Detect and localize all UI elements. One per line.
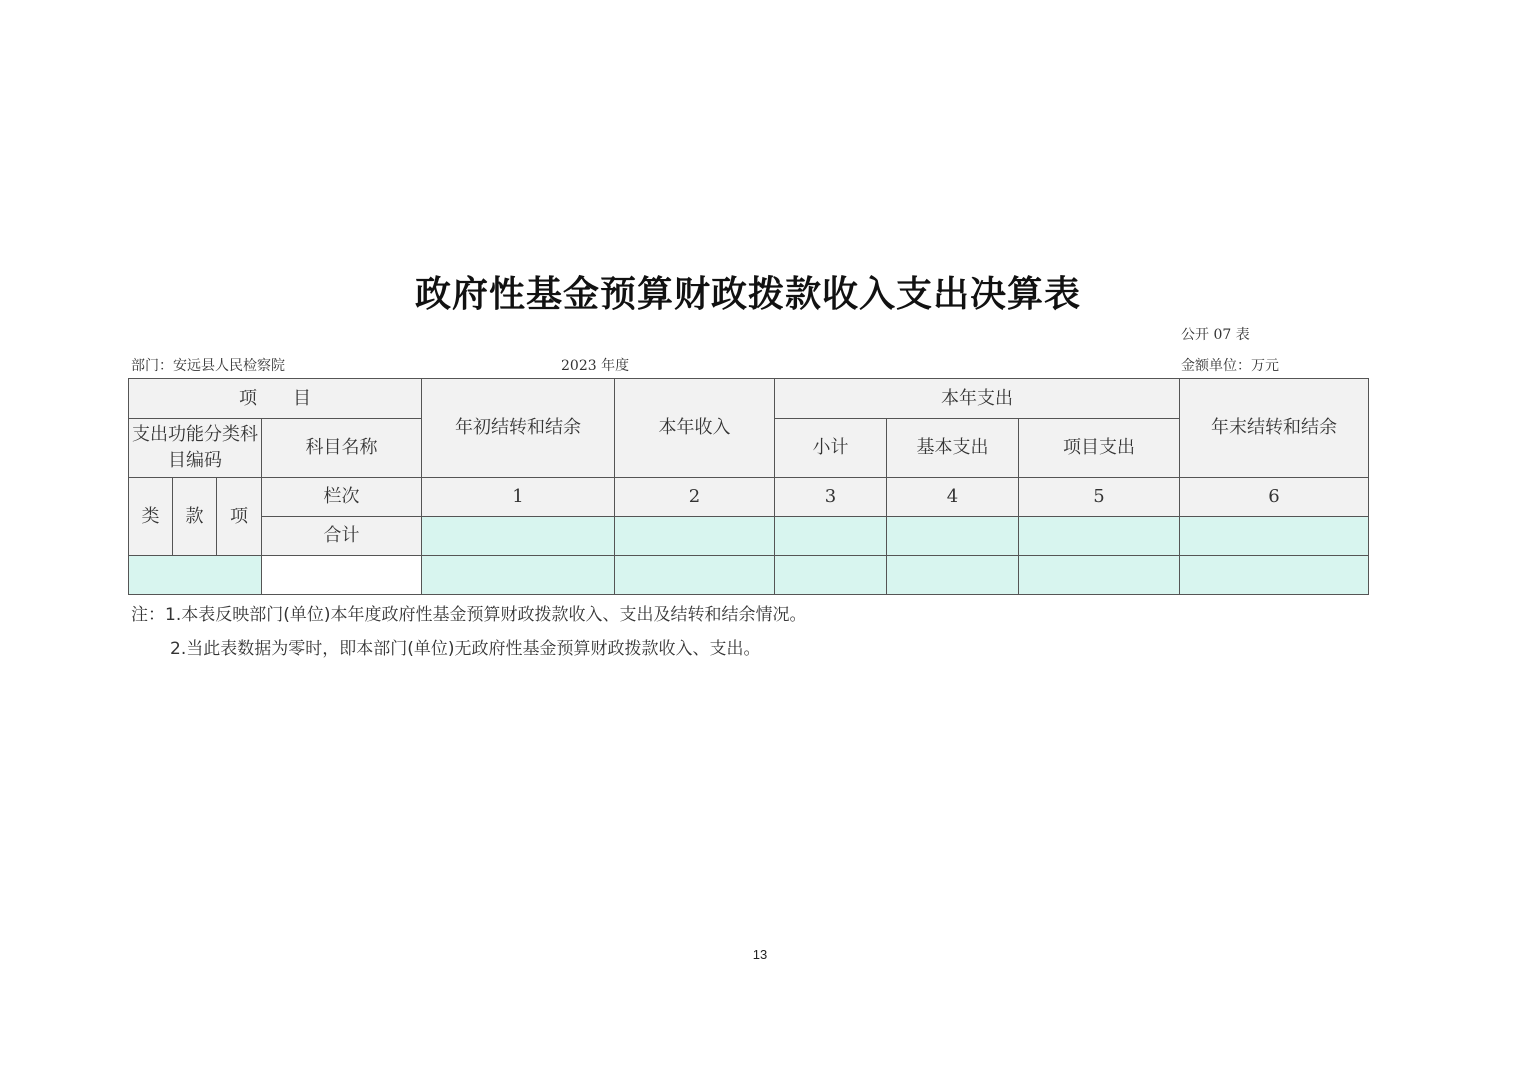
column-number: 5 — [1019, 478, 1180, 517]
column-number: 1 — [422, 478, 615, 517]
total-cell — [887, 517, 1019, 556]
note-2: 2.当此表数据为零时，即本部门(单位)无政府性基金预算财政拨款收入、支出。 — [170, 639, 761, 659]
data-code-cell — [129, 556, 262, 595]
header-basic-expense: 基本支出 — [887, 419, 1019, 478]
total-cell — [1019, 517, 1180, 556]
col-xiang: 项 — [217, 478, 262, 556]
total-cell — [775, 517, 887, 556]
column-number: 3 — [775, 478, 887, 517]
data-cell — [775, 556, 887, 595]
header-item: 项 目 — [129, 379, 422, 419]
header-subtotal: 小计 — [775, 419, 887, 478]
row-total-label: 合计 — [262, 517, 422, 556]
data-cell — [1019, 556, 1180, 595]
col-kuan: 款 — [173, 478, 217, 556]
row-column-no: 栏次 — [262, 478, 422, 517]
page-title: 政府性基金预算财政拨款收入支出决算表 — [414, 274, 1081, 315]
header-subject-name: 科目名称 — [262, 419, 422, 478]
header-income: 本年收入 — [615, 379, 775, 478]
fiscal-year: 2023 年度 — [561, 358, 630, 374]
note-1: 注：1.本表反映部门(单位)本年度政府性基金预算财政拨款收入、支出及结转和结余情况。 — [131, 605, 807, 625]
amount-unit: 金额单位：万元 — [1181, 358, 1279, 374]
data-cell — [615, 556, 775, 595]
page-number: 13 — [752, 947, 768, 962]
total-cell — [1180, 517, 1369, 556]
data-name-cell — [262, 556, 422, 595]
header-end-balance: 年末结转和结余 — [1180, 379, 1369, 478]
data-cell — [887, 556, 1019, 595]
data-cell — [1180, 556, 1369, 595]
header-expense: 本年支出 — [775, 379, 1180, 419]
form-number: 公开 07 表 — [1181, 327, 1250, 343]
department-label: 部门：安远县人民检察院 — [131, 358, 285, 374]
total-cell — [422, 517, 615, 556]
col-lei: 类 — [129, 478, 173, 556]
column-number: 2 — [615, 478, 775, 517]
budget-table — [128, 378, 1369, 595]
header-begin-balance: 年初结转和结余 — [422, 379, 615, 478]
column-number: 6 — [1180, 478, 1369, 517]
column-number: 4 — [887, 478, 1019, 517]
header-function-code: 支出功能分类科目编码 — [129, 419, 262, 478]
total-cell — [615, 517, 775, 556]
header-project-expense: 项目支出 — [1019, 419, 1180, 478]
data-cell — [422, 556, 615, 595]
